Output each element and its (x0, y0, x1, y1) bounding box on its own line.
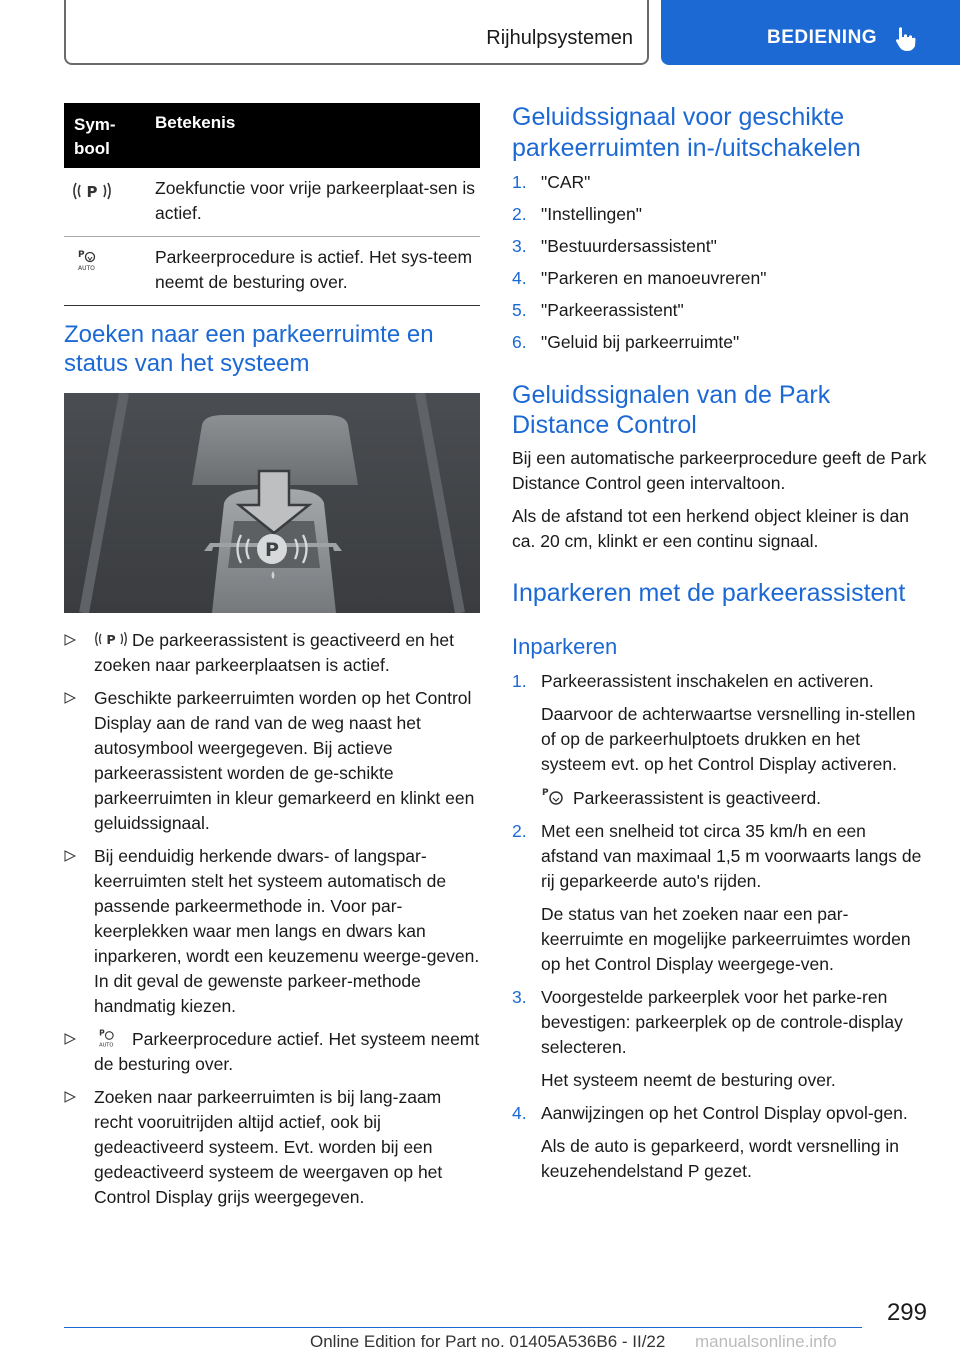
header-section-title: Rijhulpsystemen (486, 27, 633, 49)
svg-text:P: P (106, 632, 116, 648)
control-display-illustration (64, 393, 480, 613)
bullet-triangle-icon (64, 850, 76, 862)
svg-text:P: P (265, 539, 279, 561)
parking-auto-icon (94, 1027, 128, 1049)
section-heading-sound-toggle: Geluidssignaal voor geschikte parkeerruimten in-/uitschakelen (512, 103, 861, 162)
list-item: 2. "Instellingen" (512, 204, 642, 224)
bullet-triangle-icon (64, 634, 76, 646)
bullet-triangle-icon (64, 1091, 76, 1103)
pointing-hand-icon (893, 26, 919, 52)
table-row (64, 237, 480, 306)
footer-edition: Online Edition for Part no. 01405A536B6 - II/22 (310, 1332, 666, 1351)
list-item: 4. "Parkeren en manoeuvreren" (512, 268, 767, 288)
section-heading-pdc: Geluidssignalen van de Park Distance Control (512, 381, 831, 439)
table-cell-meaning: Parkeerprocedure is actief. Het sys-teem neemt de besturing over. (155, 247, 473, 292)
page-number: 299 (886, 1299, 927, 1326)
list-item: 5. "Parkeerassistent" (512, 300, 684, 320)
table-header-symbol: Sym- bool (74, 115, 116, 158)
list-item: 6. "Geluid bij parkeerruimte" (512, 332, 740, 352)
list-item: 4. Aanwijzingen op het Control Display opvol-gen. Als de auto is geparkeerd, wordt versnelling in keuzehendelstand P gezet. (512, 1103, 908, 1181)
symbol-table (64, 103, 480, 306)
list-item: 1. Parkeerassistent inschakelen en activeren. Daarvoor de achterwaartse versnelling in-stellen of op de parkeerhulptoets drukken en het systeem evt. op het Control Display activeren. P Parkeerassistent is geactiveerd. (512, 671, 916, 808)
section-heading-search: Zoeken naar een parkeerruimte en status van het systeem (64, 321, 434, 377)
pdc-paragraph-2: Als de afstand tot een herkend object kleiner is dan ca. 20 cm, klinkt er een continu signaal. (512, 506, 909, 551)
bullet-triangle-icon (64, 1033, 76, 1045)
footer-divider (64, 1327, 862, 1328)
section-heading-park-assist: Inparkeren met de parkeerassistent (512, 579, 906, 607)
search-bullet-list (64, 628, 480, 1218)
list-item: 3. "Bestuurdersassistent" (512, 236, 717, 256)
subsection-heading-parking: Inparkeren (512, 634, 618, 659)
list-item: Bij eenduidig herkende dwars- of langspar-keerruimten stelt het systeem automatisch de passende parkeermethode in. Voor par-keerplekken waar men langs en dwars kan inparkeren, wordt een keuzemenu weerge-geven. In dit geval de gewenste parkeer-methode handmatig kiezen. (64, 844, 480, 1019)
table-header-meaning: Betekenis (155, 113, 236, 132)
parking-search-icon (72, 178, 112, 204)
list-item: Geschikte parkeerruimten worden op het Control Display aan de rand van de weg naast het autosymbool weergegeven. Bij actieve parkeerassistent worden de ge-schikte parkeerruimten in kleur gemarkeerd en klinkt een geluidssignaal. (64, 686, 480, 836)
bullet-triangle-icon (64, 692, 76, 704)
svg-text:P: P (86, 183, 98, 201)
list-item: P AUTO Parkeerprocedure actief. Het systeem neemt de besturing over. (64, 1027, 480, 1077)
list-item: P De parkeerassistent is geactiveerd en het zoeken naar parkeerplaatsen is actief. (64, 628, 480, 678)
list-item: 1. "CAR" (512, 172, 591, 192)
sound-toggle-steps (512, 170, 928, 355)
svg-text:AUTO: AUTO (99, 1042, 114, 1049)
header-chapter-title: BEDIENING (767, 27, 878, 48)
parking-steps (512, 669, 928, 1184)
footer-watermark: manualsonline.info (695, 1332, 837, 1351)
list-item: 2. Met een snelheid tot circa 35 km/h en een afstand van maximaal 1,5 m voorwaarts langs de rij geparkeerde auto's rijden. De status van het zoeken naar een par-keerruimte en mogelijke parkeerruimtes worden op het Control Display weergege-ven. (512, 821, 922, 974)
svg-text:P: P (78, 250, 85, 260)
table-cell-meaning: Zoekfunctie voor vrije parkeerplaat-sen is actief. (155, 178, 476, 223)
list-item: 3. Voorgestelde parkeerplek voor het parke-ren bevestigen: parkeerplek op de controle-display selecteren. Het systeem neemt de besturing over. (512, 987, 903, 1090)
park-assist-active-icon (541, 785, 569, 807)
table-header (64, 103, 480, 168)
header-section-tab (64, 0, 649, 65)
svg-text:P: P (99, 1028, 105, 1038)
parking-search-icon (94, 628, 128, 650)
svg-text:AUTO: AUTO (78, 265, 95, 272)
svg-text:P: P (542, 788, 549, 798)
header-chapter-tab (661, 0, 960, 65)
pdc-paragraph-1: Bij een automatische parkeerprocedure geeft de Park Distance Control geen intervaltoon. (512, 448, 927, 493)
table-row (64, 168, 480, 237)
parking-auto-icon (72, 247, 112, 273)
list-item: Zoeken naar parkeerruimten is bij lang-zaam recht vooruitrijden altijd actief, ook bij gedeactiveerd systeem. Evt. worden bij een gedeactiveerd systeem de weergaven op het Control Display grijs weergegeven. (64, 1085, 480, 1210)
